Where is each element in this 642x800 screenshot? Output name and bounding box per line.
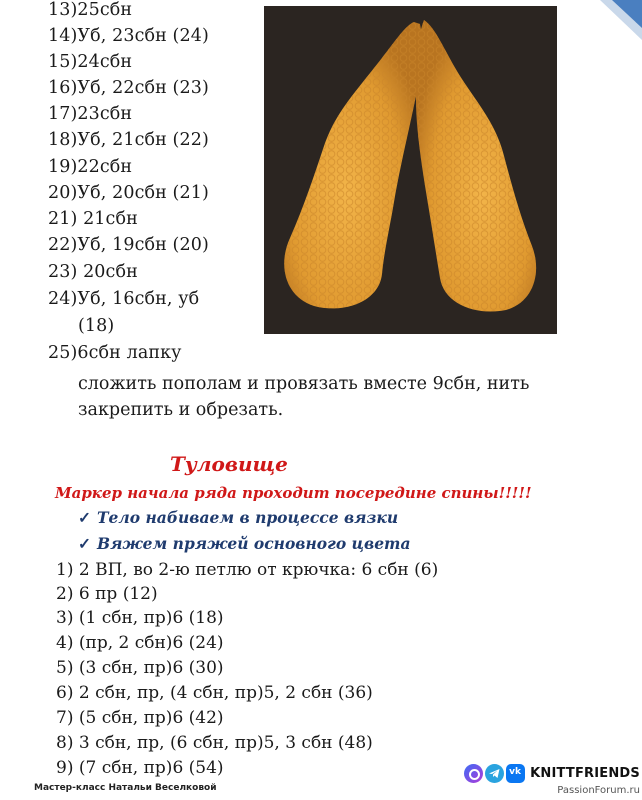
row-text: 24сбн [77, 52, 133, 72]
row-text: 6сбн лапку [77, 343, 182, 363]
lower-row: 4) (пр, 2 сбн)6 (24) [56, 633, 224, 653]
row-text: 21сбн [77, 209, 138, 229]
row-text: (18) [78, 316, 115, 336]
row-text: Уб, 20сбн (21) [77, 183, 209, 203]
row-text: Уб, 22сбн (23) [77, 78, 209, 98]
row-number: 22) [48, 235, 78, 255]
row-number: 19) [48, 157, 78, 177]
upper-row [48, 26, 209, 46]
row-text: 23сбн [77, 104, 133, 124]
upper-row [48, 78, 209, 98]
site-name: PassionForum.ru [557, 785, 640, 796]
row-number: 18) [48, 130, 78, 150]
marker-note: Маркер начала ряда проходит посередине спины!!!!! [55, 484, 532, 502]
upper-row [48, 183, 209, 203]
telegram-icon [485, 764, 504, 783]
upper-row [48, 289, 199, 309]
row-text: Уб, 16сбн, уб [77, 289, 200, 309]
check-icon: ✓ [78, 508, 91, 527]
lower-row: 1) 2 ВП, во 2-ю петлю от крючка: 6 сбн (6) [56, 560, 439, 580]
lower-row: 6) 2 сбн, пр, (4 сбн, пр)5, 2 сбн (36) [56, 683, 373, 703]
instruction-line-2: закрепить и обрезать. [78, 400, 284, 420]
note-text: Вяжем пряжей основного цвета [97, 534, 411, 553]
upper-row [48, 157, 132, 177]
lower-row: 3) (1 сбн, пр)6 (18) [56, 608, 224, 628]
author-credit: Мастер-класс Натальи Веселковой [34, 783, 217, 793]
product-photo [264, 6, 557, 334]
row-number: 17) [48, 104, 78, 124]
section-title: Туловище [170, 452, 288, 476]
upper-row [48, 343, 182, 363]
watermark-brand [464, 763, 640, 783]
check-icon: ✓ [78, 534, 91, 553]
row-text: 25сбн [77, 0, 133, 20]
note-text: Тело набиваем в процессе вязки [97, 508, 399, 527]
upper-row [48, 104, 132, 124]
row-number: 25) [48, 343, 78, 363]
lower-row: 5) (3 сбн, пр)6 (30) [56, 658, 224, 678]
brand-name: KNITTFRIENDS [530, 765, 640, 781]
max-icon [464, 764, 483, 783]
row-number: 15) [48, 52, 78, 72]
upper-row [48, 235, 209, 255]
upper-row [48, 130, 209, 150]
upper-row [48, 262, 138, 282]
row-text: 22сбн [77, 157, 133, 177]
upper-row [48, 209, 138, 229]
row-number: 20) [48, 183, 78, 203]
row-number: 14) [48, 26, 78, 46]
row-text: 20сбн [77, 262, 138, 282]
lower-row: 9) (7 сбн, пр)6 (54) [56, 758, 224, 778]
note-item [78, 509, 398, 527]
instruction-line-1: сложить пополам и провязать вместе 9сбн, нить [78, 374, 530, 394]
lower-row: 2) 6 пр (12) [56, 584, 158, 604]
vk-icon: vk [506, 764, 525, 783]
lower-row: 8) 3 сбн, пр, (6 сбн, пр)5, 3 сбн (48) [56, 733, 373, 753]
lower-row: 7) (5 сбн, пр)6 (42) [56, 708, 224, 728]
upper-row [78, 316, 114, 336]
row-text: Уб, 19сбн (20) [77, 235, 209, 255]
row-number: 23) [48, 262, 78, 282]
row-number: 16) [48, 78, 78, 98]
row-text: Уб, 21сбн (22) [77, 130, 209, 150]
row-number: 13) [48, 0, 78, 20]
page-corner-fold [590, 0, 642, 44]
upper-row [48, 52, 132, 72]
row-text: Уб, 23сбн (24) [77, 26, 209, 46]
row-number: 24) [48, 289, 78, 309]
upper-row [48, 0, 132, 20]
row-number: 21) [48, 209, 78, 229]
note-item [78, 535, 411, 553]
